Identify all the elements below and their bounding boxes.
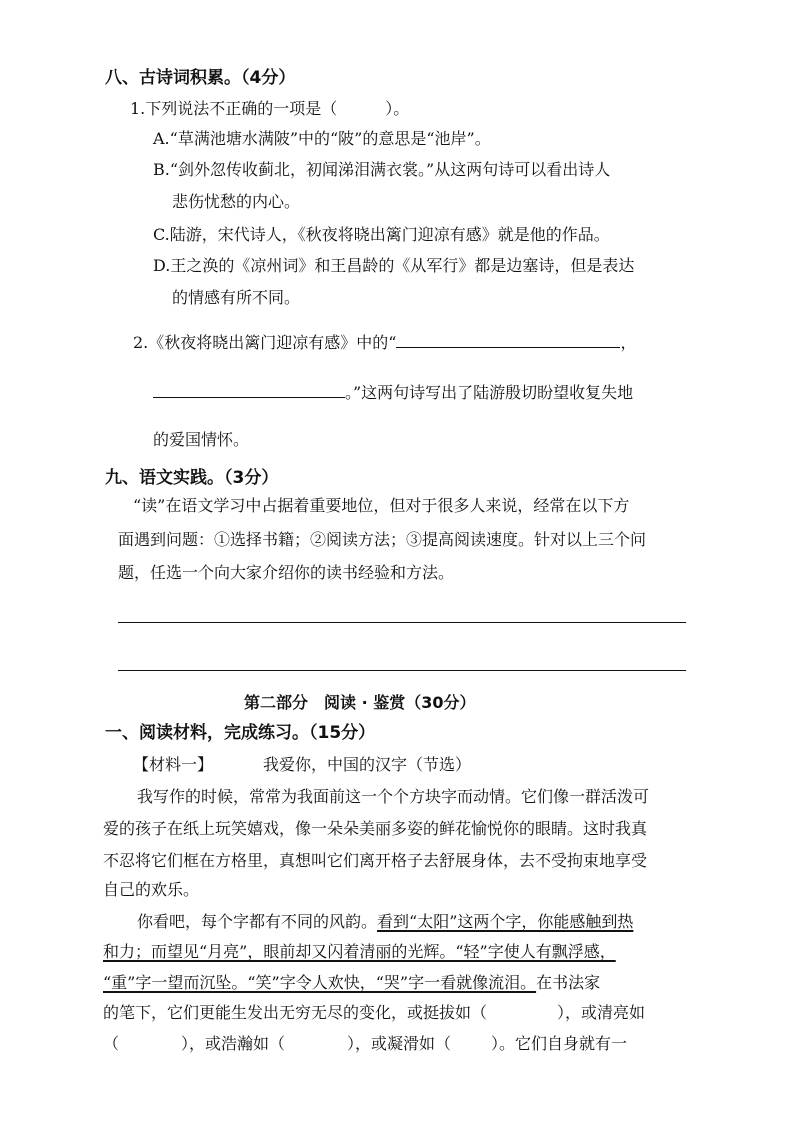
answer-blank-2[interactable]: [153, 383, 345, 398]
question-1-stem: 1.下列说法不正确的一项是（ ）。: [130, 99, 410, 118]
para1-line2: 爱的孩子在纸上玩笑嬉戏，像一朵朵美丽多姿的鲜花愉悦你的眼睛。这时我真: [103, 819, 648, 838]
question-2-tail: 的爱国情怀。: [153, 430, 250, 449]
practice-line1: “读”在语文学习中占据着重要地位，但对于很多人来说，经常在以下方: [133, 496, 630, 515]
para2-line3-underlined: “重”字一望而沉坠。“笑”字令人欢快，“哭”字一看就像流泪。: [103, 973, 537, 992]
answer-line-2[interactable]: [118, 670, 686, 671]
reading-section-heading: 一、阅读材料，完成练习。（15分）: [105, 723, 376, 743]
para2-line2: 和力；而望见“月亮”，眼前却又闪着清丽的光辉。“轻”字使人有飘浮感，: [103, 942, 616, 961]
question-2-comma: ，: [620, 333, 637, 352]
question-2-end: 。”这两句诗写出了陆游殷切盼望收复失地: [345, 383, 634, 402]
para2-line1-plain: 你看吧，每个字都有不同的风韵。: [137, 912, 378, 931]
practice-line3: 题，任选一个向大家介绍你的读书经验和方法。: [118, 563, 455, 582]
para2-line4-end: ），或清亮如: [557, 1003, 646, 1022]
para2-line3-plain: 在书法家: [536, 973, 601, 992]
option-a: A.“草满池塘水满陂”中的“陂”的意思是“池岸”。: [153, 129, 491, 148]
practice-line2: 面遇到问题：①选择书籍；②阅读方法；③提高阅读速度。针对以上三个问: [118, 530, 647, 549]
para1-line1: 我写作的时候，常常为我面前这一个个方块字而动情。它们像一群活泼可: [137, 787, 650, 806]
answer-line-1[interactable]: [118, 622, 686, 623]
para1-line3: 不忍将它们框在方格里，真想叫它们离开格子去舒展身体，去不受拘束地享受: [103, 851, 648, 870]
para2-line5-a: （: [103, 1034, 120, 1053]
section-8-heading: 八、古诗词积累。（4分）: [105, 68, 296, 88]
para2-line5-d: ）。它们自身就有一: [491, 1034, 628, 1053]
section-9-heading: 九、语文实践。（3分）: [105, 468, 279, 488]
option-d-line1: D.王之涣的《凉州词》和王昌龄的《从军行》都是边塞诗，但是表达: [153, 256, 635, 275]
material-label: 【材料一】: [133, 755, 214, 774]
option-b-line1: B.“剑外忽传收蓟北，初闻涕泪满衣裳。”从这两句诗可以看出诗人: [153, 160, 611, 179]
para2-line5: [103, 1034, 627, 1054]
option-d-line2: 的情感有所不同。: [172, 288, 301, 307]
option-c: C.陆游，宋代诗人，《秋夜将晓出篱门迎凉有感》就是他的作品。: [153, 225, 610, 244]
answer-blank-1[interactable]: [396, 333, 620, 348]
para2-line1: [137, 912, 633, 932]
para1-line4: 自己的欢乐。: [103, 880, 200, 899]
question-2-start: 2.《秋夜将晓出篱门迎凉有感》中的“: [133, 333, 397, 352]
question-2-line2: [153, 383, 633, 403]
para2-line5-c: ），或凝滑如（: [347, 1034, 452, 1053]
para2-line3: [103, 973, 600, 993]
material-title: 我爱你，中国的汉字（节选）: [263, 755, 472, 774]
question-2-line1: [133, 333, 636, 353]
option-b-line2: 悲伤忧愁的内心。: [172, 192, 301, 211]
part-2-title: 第二部分 阅读 · 鉴赏（30分）: [244, 693, 476, 712]
para2-line4: [103, 1003, 645, 1023]
para2-line4-start: 的笔下，它们更能生发出无穷无尽的变化，或挺拔如（: [103, 1003, 488, 1022]
para2-line1-underlined: 看到“太阳”这两个字，你能感触到热: [377, 912, 634, 931]
para2-line5-b: ），或浩瀚如（: [181, 1034, 286, 1053]
